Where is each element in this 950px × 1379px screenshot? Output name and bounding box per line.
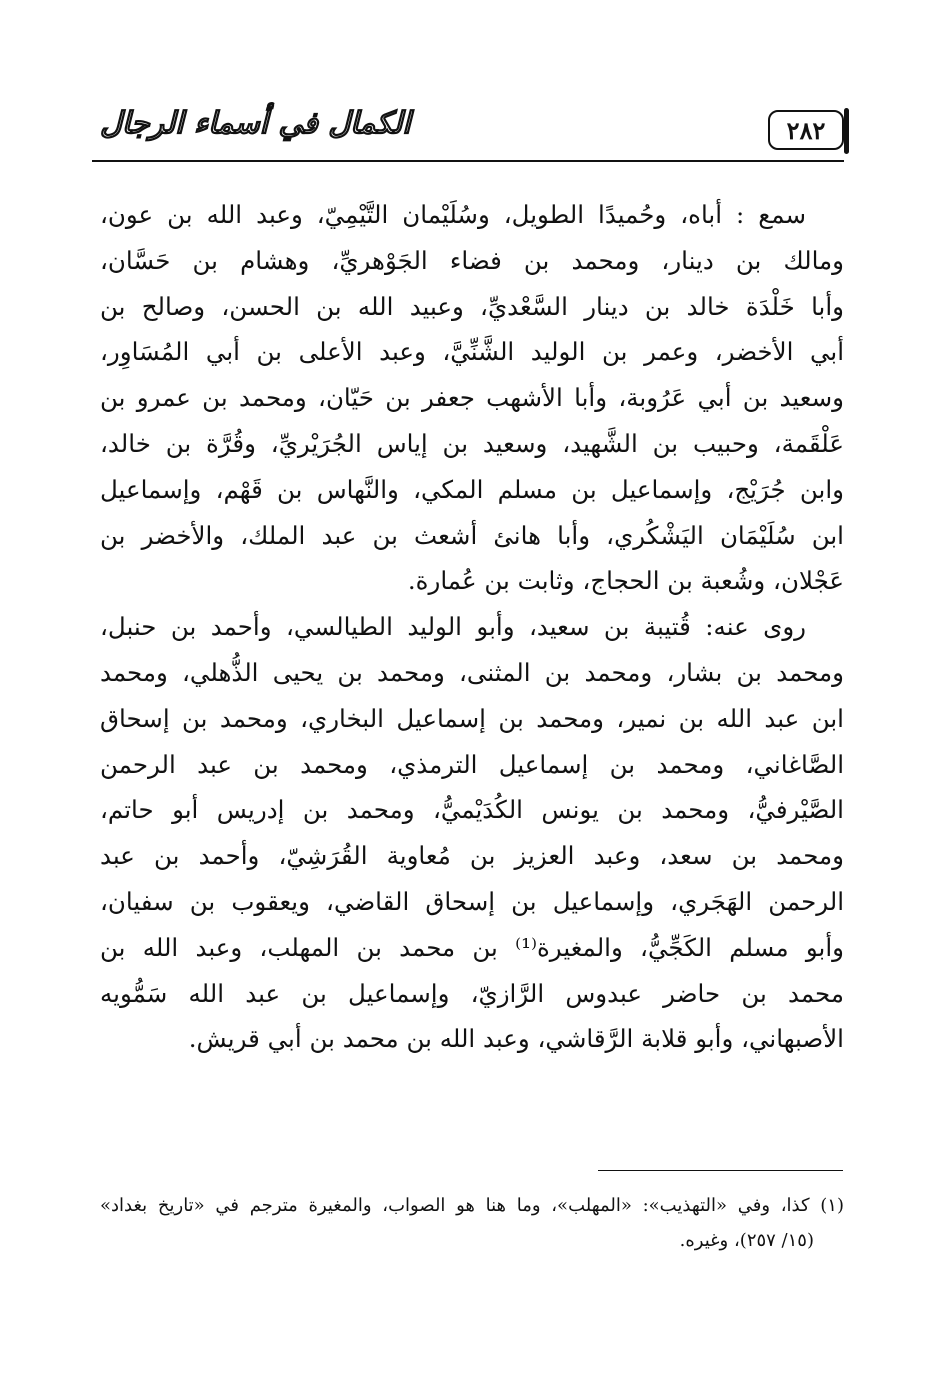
text-line: الرحمن الهَجَري، وإسماعيل بن إسحاق القاضي، ويعقوب بن سفيان، [100,886,844,916]
text-line: ابن سُلَيْمَان اليَشْكُري، وأبا هانئ أشعث بن عبد الملك، والأخضر بن [100,520,844,550]
text-line: سمع : أباه، وحُميدًا الطويل، وسُلَيْمان التَّيْمِيّ، وعبد الله بن عون، [100,200,806,229]
text-line: الأصبهاني، وأبو قلابة الرَّقاشي، وعبد الله بن محمد بن أبي قريش. [188,1024,844,1054]
footnotes [100,1188,844,1258]
main-text [100,192,844,1062]
text-line: ومحمد بن بشار، ومحمد بن المثنى، ومحمد بن يحيى الذُّهلي، ومحمد [100,657,844,687]
text-line: روى عنه: قُتيبة بن سعيد، وأبو الوليد الطيالسي، وأحمد بن حنبل، [100,612,806,642]
text-line: وأبا خَلْدَة خالد بن دينار السَّعْديِّ، وعبيد الله بن الحسن، وصالح بن [100,291,844,321]
text-line: عَجْلان، وشُعبة بن الحجاج، وثابت بن عُمارة. [407,566,844,596]
page-header [92,100,844,160]
text-line: محمد بن حاضر عبدوس الرَّازيّ، وإسماعيل بن عبد الله سَمُّويه [100,978,844,1008]
text-line: وسعيد بن أبي عَرُوبة، وأبا الأشهب جعفر بن حَيّان، ومحمد بن عمرو بن [100,383,844,413]
text-line: وأبو مسلم الكَجِّيُّ، والمغيرة⁽¹⁾ بن محمد بن المهلب، وعبد الله بن [100,932,844,962]
page-number: ٢٨٢ [768,110,844,150]
text-line: ابن عبد الله بن نمير، ومحمد بن إسماعيل البخاري، ومحمد بن إسحاق [100,703,844,733]
text-line: الصَّاغاني، ومحمد بن إسماعيل الترمذي، ومحمد بن عبد الرحمن [100,749,844,779]
footnote-divider [598,1170,843,1171]
text-line: ومالك بن دينار، ومحمد بن فضاء الجَوْهريِّ، وهشام بن حَسَّان، [100,245,844,275]
footnote-line: (١) كذا، وفي «التهذيب»: «المهلب»، وما هنا هو الصواب، والمغيرة مترجم في «تاريخ بغداد» [100,1195,844,1216]
book-title: الكمال في أسماء الرجال [100,106,411,141]
text-line: ومحمد بن سعد، وعبد العزيز بن مُعاوية القُرَشِيّ، وأحمد بن عبد [100,841,844,871]
text-line: أبي الأخضر، وعمر بن الوليد الشَّنِّيَّ، وعبد الأعلى بن أبي المُسَاوِر، [100,337,844,367]
text-line: الصَّيْرفيُّ، ومحمد بن يونس الكُدَيْميُّ، ومحمد بن إدريس أبو حاتم، [100,795,844,825]
footnote-line: (١٥/ ٢٥٧)، وغيره. [679,1230,814,1251]
text-line: عَلْقَمة، وحبيب بن الشَّهيد، وسعيد بن إياس الجُرَيْريِّ، وقُرَّة بن خالد، [100,428,844,458]
text-line: وابن جُرَيْج، وإسماعيل بن مسلم المكي، والنَّهاس بن قَهْم، وإسماعيل [100,474,844,504]
header-divider [92,160,844,162]
